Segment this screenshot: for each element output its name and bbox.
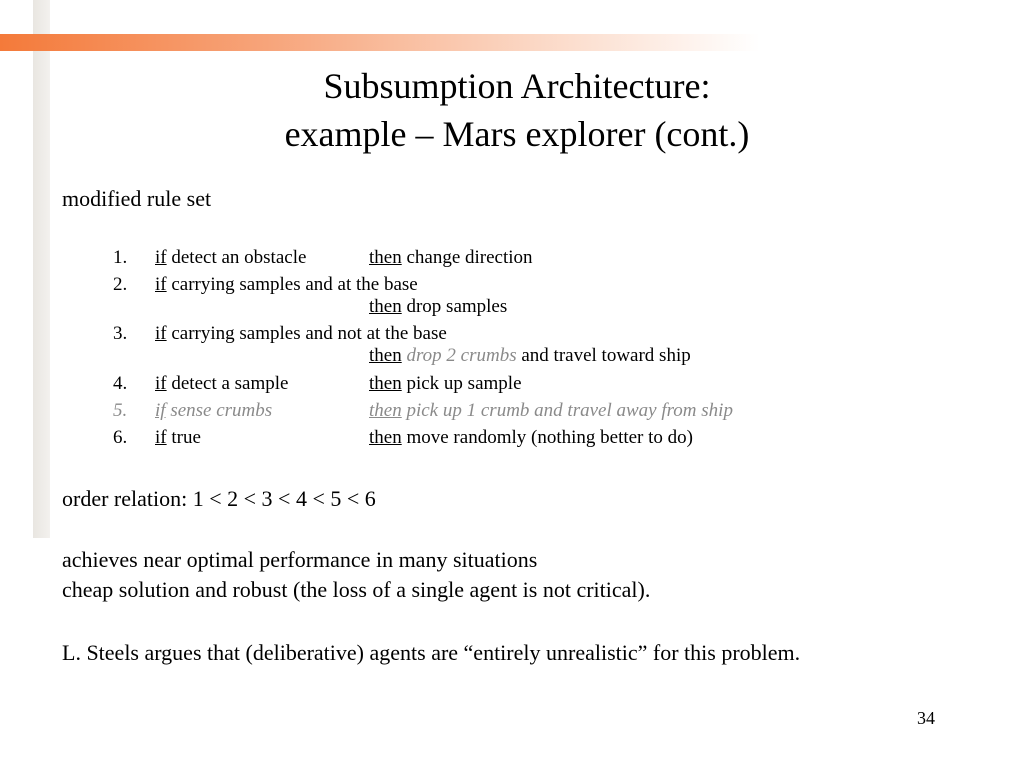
rule-1-action	[369, 247, 533, 269]
rule-2-condition	[155, 274, 418, 296]
rule-5-if: if	[155, 400, 166, 421]
slide-title-line1: Subsumption Architecture:	[323, 66, 711, 106]
rule-3-act-grey: drop 2 crumbs	[406, 345, 517, 366]
rule-5-then: then	[369, 400, 402, 421]
rule-1-then: then	[369, 247, 402, 268]
rule-4-condition	[155, 373, 288, 395]
slide-title-line2: example – Mars explorer (cont.)	[284, 114, 750, 154]
rule-5-cond: sense crumbs	[170, 400, 273, 421]
rule-2-if: if	[155, 274, 167, 295]
rule-5-condition	[155, 400, 272, 422]
rule-5-number: 5.	[113, 400, 128, 421]
rule-3-action	[369, 345, 691, 367]
rule-6-then: then	[369, 427, 402, 448]
rule-2-action	[369, 296, 507, 318]
rule-4-if: if	[155, 373, 167, 394]
top-accent-bar	[0, 34, 760, 51]
intro-text: modified rule set	[62, 186, 212, 211]
rule-4-act: pick up sample	[406, 373, 522, 394]
achieves-text: achieves near optimal performance in many situations	[62, 547, 538, 572]
rule-4-number: 4.	[113, 373, 128, 394]
rule-3-if: if	[155, 323, 167, 344]
rule-4-cond: detect a sample	[171, 373, 289, 394]
rule-5-act: pick up 1 crumb and travel away from ship	[406, 400, 733, 421]
rule-1-condition	[155, 247, 306, 269]
rule-3-condition	[155, 323, 447, 345]
rule-1-act: change direction	[406, 247, 533, 268]
rule-6-action	[369, 427, 693, 449]
rule-1-cond: detect an obstacle	[171, 247, 307, 268]
cheap-solution-text: cheap solution and robust (the loss of a single agent is not critical).	[62, 577, 651, 602]
order-relation-text: order relation: 1 < 2 < 3 < 4 < 5 < 6	[62, 486, 376, 511]
rule-1-number: 1.	[113, 247, 128, 268]
rule-2-number: 2.	[113, 274, 128, 295]
rule-4-then: then	[369, 373, 402, 394]
rule-2-cond: carrying samples and at the base	[171, 274, 418, 295]
rule-6-if: if	[155, 427, 167, 448]
rule-3-then: then	[369, 345, 402, 366]
rule-6-cond: true	[171, 427, 201, 448]
page-number: 34	[917, 708, 935, 728]
rule-3-number: 3.	[113, 323, 128, 344]
rule-4-action	[369, 373, 522, 395]
rule-5-action	[369, 400, 733, 422]
rule-6-act: move randomly (nothing better to do)	[406, 427, 693, 448]
rule-2-act: drop samples	[406, 296, 508, 317]
steels-quote-text: L. Steels argues that (deliberative) agents are “entirely unrealistic” for this problem.	[62, 640, 801, 665]
rule-6-condition	[155, 427, 201, 449]
rule-2-then: then	[369, 296, 402, 317]
rule-6-number: 6.	[113, 427, 128, 448]
rule-3-cond: carrying samples and not at the base	[171, 323, 447, 344]
rule-1-if: if	[155, 247, 167, 268]
rule-3-act: and travel toward ship	[521, 345, 691, 366]
